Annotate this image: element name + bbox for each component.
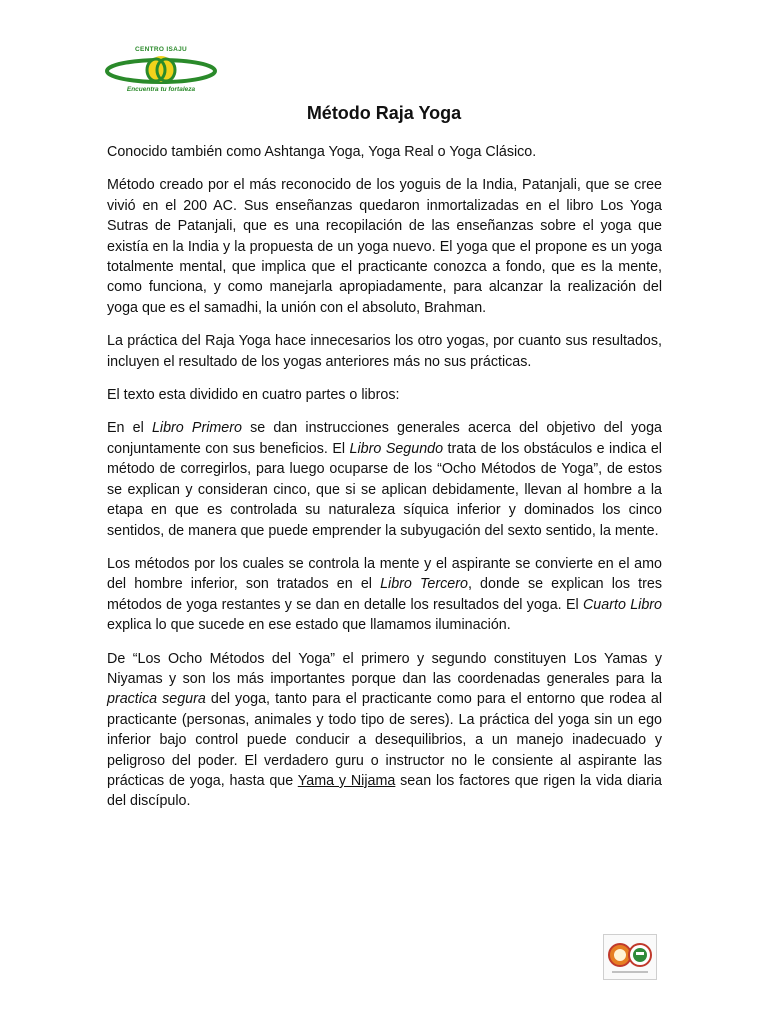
book-title-third: Libro Tercero [380,576,468,593]
logo-brand-text: CENTRO ISAJU [135,46,187,53]
paragraph-books-intro: El texto esta dividido en cuatro partes o libros: [107,387,400,404]
text-run: del yoga, tanto para el practicante como para el entorno que rodea al practicante (personas, animales y todo tipo de seres). La práctica del yoga sin un ego inferior bajo control puede conducir a desequilibrios, a un manejo inadecuado y peligroso del poder. El verdadero guru o instructor no le consiente al aspirante las prácticas de yoga, hasta que [107,691,662,789]
text-run: trata de los obstáculos e indica el método de corregirlos, para luego ocuparse de los “Ocho Métodos de Yoga”, de estos se explican y consideran cinco, que si se aplican debidamente, llevan al hombre a la etapa en que es controlada su naturaleza síquica inferior y dominados los cinco sentidos, de manera que puede emprender la subyugación del sexto sentido, la mente. [107,440,662,539]
paragraph-methods [107,554,662,636]
logo-rings-icon [104,54,218,86]
footer-stamp-logo [603,934,657,980]
text-run: se dan instrucciones generales acerca del objetivo del yoga conjuntamente con sus beneficios. El [107,420,663,457]
text-run: Los métodos por los cuales se controla la mente y el aspirante se convierte en el amo del hombre inferior, son tratados en el [107,555,662,593]
book-title-fourth: Cuarto Libro [582,596,662,613]
emphasis-safe-practice: practica segura [107,691,206,708]
text-run: , donde se explican los tres métodos de yoga restantes y se dan en detalle los resultados del yoga. El [107,576,662,613]
logo-tagline: Encuentra tu fortaleza [126,86,196,93]
paragraph-books [107,418,662,540]
paragraph-eight-methods [107,649,662,812]
underlined-yama-nijama: Yama y Nijama [297,772,396,789]
book-title-second: Libro Segundo [349,440,444,457]
page-title: Método Raja Yoga [306,103,462,123]
document-body [107,142,662,825]
text-run: sean los factores que rigen la vida diaria del discípulo. [107,772,662,810]
stamp-emblem-icon [604,935,656,979]
text-run: En el [107,420,152,437]
paragraph-patanjali: Método creado por el más reconocido de los yoguis de la India, Patanjali, que se cree vivió en el 200 AC. Sus enseñanzas quedaron inmortalizadas en el libro Los Yoga Sutras de Patanjali, que es una recopilación de las enseñanzas sobre el yoga que existía en la India y la propuesta de un yoga nuevo. El yoga que el propone es un yoga totalmente mental, que implica que el practicante conozca a fondo, que es la mente, como funciona, y como manejarla apropiadamente, para alcanzar la realización del yoga que es el samadhi, la unión con el absoluto, Brahman. [107,177,662,316]
paragraph-practice: La práctica del Raja Yoga hace innecesarios los otro yogas, por cuanto sus resultados, incluyen el resultado de los yogas anteriores más no sus prácticas. [107,333,662,370]
paragraph-intro: Conocido también como Ashtanga Yoga, Yoga Real o Yoga Clásico. [107,144,537,160]
text-run: explica lo que sucede en ese estado que llamamos iluminación. [107,617,511,634]
book-title-first: Libro Primero [151,420,242,437]
centro-isaju-logo [104,46,218,100]
text-run: De “Los Ocho Métodos del Yoga” el primero y segundo constituyen Los Yamas y Niyamas y son los más importantes porque dan las coordenadas generales para la [107,650,662,687]
